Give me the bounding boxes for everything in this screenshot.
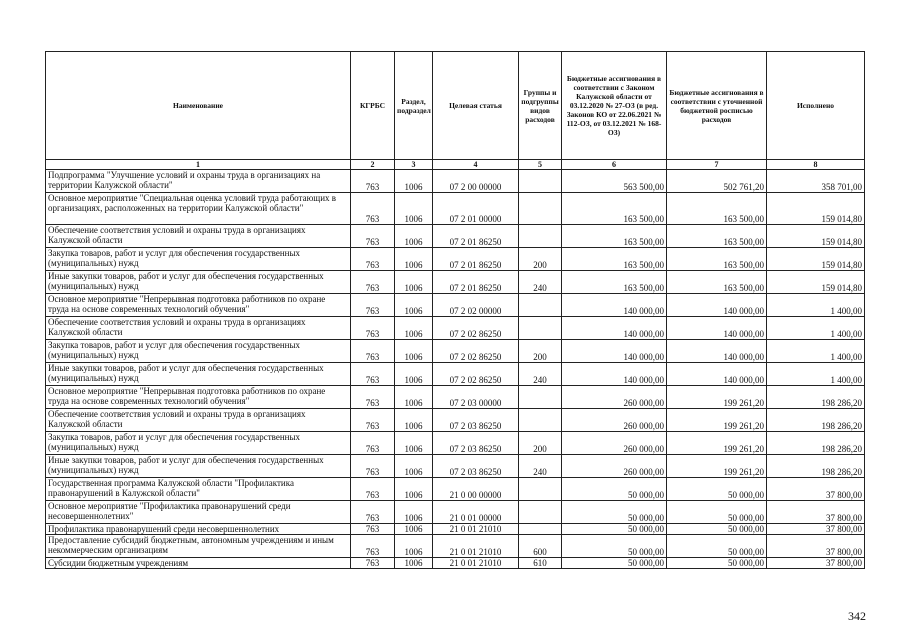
row-law-amount-cell: 163 500,00 bbox=[562, 248, 667, 271]
row-kgrbs-cell: 763 bbox=[351, 478, 395, 501]
row-expense-group-cell: 600 bbox=[519, 535, 562, 558]
row-law-amount-cell: 260 000,00 bbox=[562, 409, 667, 432]
row-kgrbs-cell: 763 bbox=[351, 363, 395, 386]
row-name-cell: Закупка товаров, работ и услуг для обеспечения государственных (муниципальных) нужд bbox=[46, 248, 351, 271]
row-refined-amount-cell: 50 000,00 bbox=[667, 558, 767, 569]
row-executed-amount-cell: 37 800,00 bbox=[767, 558, 865, 569]
header-refined-allocations: Бюджетные ассигнования в соответствии с уточненной бюджетной росписью расходов bbox=[667, 52, 767, 160]
row-executed-amount-cell: 37 800,00 bbox=[767, 535, 865, 558]
row-expense-group-cell: 200 bbox=[519, 432, 562, 455]
table-row bbox=[46, 225, 865, 248]
row-refined-amount-cell: 50 000,00 bbox=[667, 501, 767, 524]
row-section-cell: 1006 bbox=[395, 535, 433, 558]
row-law-amount-cell: 163 500,00 bbox=[562, 225, 667, 248]
table-row bbox=[46, 170, 865, 193]
row-name-cell: Обеспечение соответствия условий и охраны труда в организациях Калужской области bbox=[46, 225, 351, 248]
row-law-amount-cell: 50 000,00 bbox=[562, 558, 667, 569]
column-number: 3 bbox=[395, 160, 433, 170]
row-name-cell: Закупка товаров, работ и услуг для обеспечения государственных (муниципальных) нужд bbox=[46, 340, 351, 363]
row-expense-group-cell bbox=[519, 294, 562, 317]
header-kgrbs: КГРБС bbox=[351, 52, 395, 160]
row-section-cell: 1006 bbox=[395, 317, 433, 340]
row-refined-amount-cell: 50 000,00 bbox=[667, 535, 767, 558]
row-expense-group-cell bbox=[519, 524, 562, 535]
row-executed-amount-cell: 198 286,20 bbox=[767, 409, 865, 432]
header-section: Раздел, подраздел bbox=[395, 52, 433, 160]
row-executed-amount-cell: 358 701,00 bbox=[767, 170, 865, 193]
row-target-article-cell: 07 2 02 86250 bbox=[433, 317, 519, 340]
row-target-article-cell: 07 2 01 00000 bbox=[433, 193, 519, 225]
row-section-cell: 1006 bbox=[395, 193, 433, 225]
row-section-cell: 1006 bbox=[395, 524, 433, 535]
row-expense-group-cell: 240 bbox=[519, 363, 562, 386]
row-kgrbs-cell: 763 bbox=[351, 248, 395, 271]
table-row bbox=[46, 386, 865, 409]
table-row bbox=[46, 558, 865, 569]
column-number-row bbox=[46, 160, 865, 170]
row-law-amount-cell: 163 500,00 bbox=[562, 193, 667, 225]
row-refined-amount-cell: 502 761,20 bbox=[667, 170, 767, 193]
row-kgrbs-cell: 763 bbox=[351, 340, 395, 363]
row-expense-group-cell bbox=[519, 170, 562, 193]
row-refined-amount-cell: 199 261,20 bbox=[667, 386, 767, 409]
row-target-article-cell: 07 2 02 86250 bbox=[433, 363, 519, 386]
row-name-cell: Предоставление субсидий бюджетным, автономным учреждениям и иным некоммерческим организациям bbox=[46, 535, 351, 558]
row-section-cell: 1006 bbox=[395, 294, 433, 317]
column-number: 6 bbox=[562, 160, 667, 170]
table-row bbox=[46, 363, 865, 386]
row-kgrbs-cell: 763 bbox=[351, 535, 395, 558]
row-kgrbs-cell: 763 bbox=[351, 432, 395, 455]
row-executed-amount-cell: 1 400,00 bbox=[767, 340, 865, 363]
row-law-amount-cell: 260 000,00 bbox=[562, 455, 667, 478]
row-kgrbs-cell: 763 bbox=[351, 409, 395, 432]
row-executed-amount-cell: 198 286,20 bbox=[767, 432, 865, 455]
row-refined-amount-cell: 140 000,00 bbox=[667, 317, 767, 340]
row-section-cell: 1006 bbox=[395, 271, 433, 294]
row-target-article-cell: 21 0 01 21010 bbox=[433, 535, 519, 558]
row-name-cell: Иные закупки товаров, работ и услуг для обеспечения государственных (муниципальных) нужд bbox=[46, 271, 351, 294]
row-kgrbs-cell: 763 bbox=[351, 294, 395, 317]
row-expense-group-cell: 240 bbox=[519, 455, 562, 478]
table-row bbox=[46, 478, 865, 501]
row-target-article-cell: 07 2 01 86250 bbox=[433, 271, 519, 294]
row-expense-group-cell: 200 bbox=[519, 340, 562, 363]
row-target-article-cell: 21 0 01 21010 bbox=[433, 524, 519, 535]
row-executed-amount-cell: 159 014,80 bbox=[767, 225, 865, 248]
row-kgrbs-cell: 763 bbox=[351, 170, 395, 193]
row-law-amount-cell: 163 500,00 bbox=[562, 271, 667, 294]
row-section-cell: 1006 bbox=[395, 409, 433, 432]
row-section-cell: 1006 bbox=[395, 340, 433, 363]
row-executed-amount-cell: 198 286,20 bbox=[767, 386, 865, 409]
row-section-cell: 1006 bbox=[395, 558, 433, 569]
row-target-article-cell: 07 2 02 00000 bbox=[433, 294, 519, 317]
page-number: 342 bbox=[848, 609, 866, 623]
table-row bbox=[46, 524, 865, 535]
header-name: Наименование bbox=[46, 52, 351, 160]
row-name-cell: Основное мероприятие "Специальная оценка условий труда работающих в организациях, расположенных на территории Калужской области" bbox=[46, 193, 351, 225]
row-refined-amount-cell: 140 000,00 bbox=[667, 340, 767, 363]
table-row bbox=[46, 294, 865, 317]
row-name-cell: Основное мероприятие "Непрерывная подготовка работников по охране труда на основе современных технологий обучения" bbox=[46, 386, 351, 409]
table-row bbox=[46, 432, 865, 455]
row-executed-amount-cell: 37 800,00 bbox=[767, 478, 865, 501]
row-name-cell: Основное мероприятие "Непрерывная подготовка работников по охране труда на основе современных технологий обучения" bbox=[46, 294, 351, 317]
row-kgrbs-cell: 763 bbox=[351, 271, 395, 294]
row-target-article-cell: 21 0 01 00000 bbox=[433, 501, 519, 524]
header-law-allocations: Бюджетные ассигнования в соответствии с Законом Калужской области от 03.12.2020 № 27-ОЗ (в ред. Законов КО от 22.06.2021 № 112-ОЗ, от 03.12.2021 № 168-ОЗ) bbox=[562, 52, 667, 160]
table-row bbox=[46, 409, 865, 432]
row-name-cell: Обеспечение соответствия условий и охраны труда в организациях Калужской области bbox=[46, 409, 351, 432]
row-section-cell: 1006 bbox=[395, 478, 433, 501]
table-header-row bbox=[46, 52, 865, 160]
table-row bbox=[46, 193, 865, 225]
row-executed-amount-cell: 37 800,00 bbox=[767, 524, 865, 535]
row-kgrbs-cell: 763 bbox=[351, 455, 395, 478]
row-name-cell: Профилактика правонарушений среди несовершеннолетних bbox=[46, 524, 351, 535]
row-refined-amount-cell: 140 000,00 bbox=[667, 294, 767, 317]
row-executed-amount-cell: 159 014,80 bbox=[767, 248, 865, 271]
row-law-amount-cell: 140 000,00 bbox=[562, 363, 667, 386]
row-law-amount-cell: 260 000,00 bbox=[562, 386, 667, 409]
row-law-amount-cell: 50 000,00 bbox=[562, 501, 667, 524]
row-executed-amount-cell: 37 800,00 bbox=[767, 501, 865, 524]
row-name-cell: Субсидии бюджетным учреждениям bbox=[46, 558, 351, 569]
row-kgrbs-cell: 763 bbox=[351, 386, 395, 409]
row-name-cell: Подпрограмма "Улучшение условий и охраны труда в организациях на территории Калужской области" bbox=[46, 170, 351, 193]
row-target-article-cell: 07 2 03 86250 bbox=[433, 455, 519, 478]
table-body bbox=[46, 170, 865, 569]
table-row bbox=[46, 501, 865, 524]
row-law-amount-cell: 50 000,00 bbox=[562, 524, 667, 535]
row-section-cell: 1006 bbox=[395, 363, 433, 386]
row-section-cell: 1006 bbox=[395, 170, 433, 193]
row-law-amount-cell: 50 000,00 bbox=[562, 478, 667, 501]
row-refined-amount-cell: 163 500,00 bbox=[667, 225, 767, 248]
row-kgrbs-cell: 763 bbox=[351, 558, 395, 569]
row-section-cell: 1006 bbox=[395, 501, 433, 524]
column-number: 5 bbox=[519, 160, 562, 170]
row-expense-group-cell bbox=[519, 225, 562, 248]
row-expense-group-cell: 610 bbox=[519, 558, 562, 569]
row-expense-group-cell bbox=[519, 409, 562, 432]
row-target-article-cell: 07 2 03 86250 bbox=[433, 432, 519, 455]
row-executed-amount-cell: 159 014,80 bbox=[767, 271, 865, 294]
row-kgrbs-cell: 763 bbox=[351, 225, 395, 248]
row-name-cell: Государственная программа Калужской области "Профилактика правонарушений в Калужской области" bbox=[46, 478, 351, 501]
row-refined-amount-cell: 140 000,00 bbox=[667, 363, 767, 386]
table-row bbox=[46, 317, 865, 340]
row-section-cell: 1006 bbox=[395, 386, 433, 409]
row-kgrbs-cell: 763 bbox=[351, 501, 395, 524]
row-expense-group-cell bbox=[519, 317, 562, 340]
column-number: 1 bbox=[46, 160, 351, 170]
row-name-cell: Иные закупки товаров, работ и услуг для обеспечения государственных (муниципальных) нужд bbox=[46, 455, 351, 478]
header-executed: Исполнено bbox=[767, 52, 865, 160]
row-executed-amount-cell: 198 286,20 bbox=[767, 455, 865, 478]
row-refined-amount-cell: 199 261,20 bbox=[667, 409, 767, 432]
row-law-amount-cell: 140 000,00 bbox=[562, 340, 667, 363]
header-target-article: Целевая статья bbox=[433, 52, 519, 160]
column-number: 4 bbox=[433, 160, 519, 170]
budget-execution-table bbox=[45, 51, 865, 569]
table-row bbox=[46, 248, 865, 271]
row-refined-amount-cell: 163 500,00 bbox=[667, 271, 767, 294]
row-expense-group-cell bbox=[519, 501, 562, 524]
row-name-cell: Основное мероприятие "Профилактика правонарушений среди несовершеннолетних" bbox=[46, 501, 351, 524]
row-section-cell: 1006 bbox=[395, 248, 433, 271]
row-section-cell: 1006 bbox=[395, 455, 433, 478]
table-row bbox=[46, 455, 865, 478]
row-name-cell: Иные закупки товаров, работ и услуг для обеспечения государственных (муниципальных) нужд bbox=[46, 363, 351, 386]
row-name-cell: Закупка товаров, работ и услуг для обеспечения государственных (муниципальных) нужд bbox=[46, 432, 351, 455]
row-executed-amount-cell: 1 400,00 bbox=[767, 294, 865, 317]
row-law-amount-cell: 260 000,00 bbox=[562, 432, 667, 455]
row-refined-amount-cell: 50 000,00 bbox=[667, 478, 767, 501]
row-kgrbs-cell: 763 bbox=[351, 524, 395, 535]
column-number: 8 bbox=[767, 160, 865, 170]
table-row bbox=[46, 340, 865, 363]
column-number: 7 bbox=[667, 160, 767, 170]
row-law-amount-cell: 50 000,00 bbox=[562, 535, 667, 558]
row-target-article-cell: 07 2 00 00000 bbox=[433, 170, 519, 193]
row-target-article-cell: 07 2 03 00000 bbox=[433, 386, 519, 409]
row-target-article-cell: 21 0 00 00000 bbox=[433, 478, 519, 501]
row-executed-amount-cell: 159 014,80 bbox=[767, 193, 865, 225]
row-target-article-cell: 07 2 01 86250 bbox=[433, 225, 519, 248]
column-number: 2 bbox=[351, 160, 395, 170]
row-law-amount-cell: 563 500,00 bbox=[562, 170, 667, 193]
row-kgrbs-cell: 763 bbox=[351, 193, 395, 225]
row-target-article-cell: 07 2 02 86250 bbox=[433, 340, 519, 363]
row-expense-group-cell bbox=[519, 478, 562, 501]
row-name-cell: Обеспечение соответствия условий и охраны труда в организациях Калужской области bbox=[46, 317, 351, 340]
row-target-article-cell: 07 2 03 86250 bbox=[433, 409, 519, 432]
row-executed-amount-cell: 1 400,00 bbox=[767, 317, 865, 340]
row-law-amount-cell: 140 000,00 bbox=[562, 294, 667, 317]
row-kgrbs-cell: 763 bbox=[351, 317, 395, 340]
row-executed-amount-cell: 1 400,00 bbox=[767, 363, 865, 386]
row-refined-amount-cell: 199 261,20 bbox=[667, 455, 767, 478]
table-row bbox=[46, 535, 865, 558]
budget-report-page bbox=[45, 51, 865, 569]
row-expense-group-cell: 240 bbox=[519, 271, 562, 294]
row-refined-amount-cell: 50 000,00 bbox=[667, 524, 767, 535]
row-expense-group-cell: 200 bbox=[519, 248, 562, 271]
row-section-cell: 1006 bbox=[395, 225, 433, 248]
row-law-amount-cell: 140 000,00 bbox=[562, 317, 667, 340]
row-refined-amount-cell: 199 261,20 bbox=[667, 432, 767, 455]
row-refined-amount-cell: 163 500,00 bbox=[667, 193, 767, 225]
table-row bbox=[46, 271, 865, 294]
row-expense-group-cell bbox=[519, 386, 562, 409]
row-target-article-cell: 21 0 01 21010 bbox=[433, 558, 519, 569]
row-target-article-cell: 07 2 01 86250 bbox=[433, 248, 519, 271]
row-refined-amount-cell: 163 500,00 bbox=[667, 248, 767, 271]
row-expense-group-cell bbox=[519, 193, 562, 225]
row-section-cell: 1006 bbox=[395, 432, 433, 455]
header-expense-group: Группы и подгруппы видов расходов bbox=[519, 52, 562, 160]
